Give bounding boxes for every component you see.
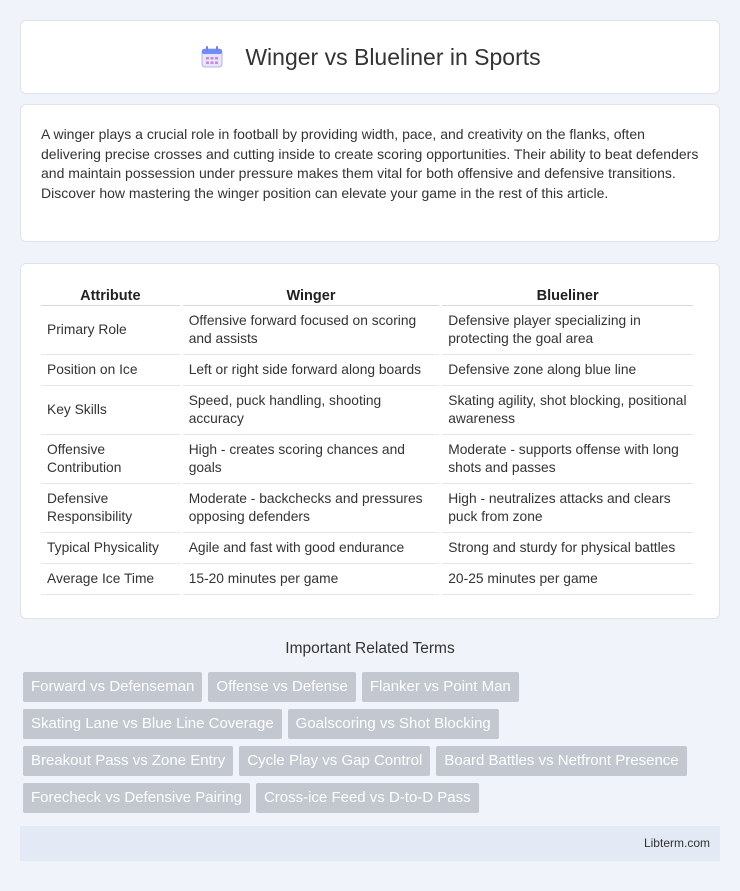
term-tag[interactable]: Skating Lane vs Blue Line Coverage xyxy=(23,709,282,739)
term-tag[interactable]: Forward vs Defenseman xyxy=(23,672,202,702)
table-cell: Speed, puck handling, shooting accuracy xyxy=(183,386,440,435)
column-header: Winger xyxy=(183,286,440,306)
table-cell: Agile and fast with good endurance xyxy=(183,533,440,564)
table-row xyxy=(41,564,693,595)
table-cell: High - creates scoring chances and goals xyxy=(183,435,440,484)
table-cell: 20-25 minutes per game xyxy=(442,564,693,595)
table-cell: Offensive forward focused on scoring and assists xyxy=(183,306,440,355)
table-cell: Defensive zone along blue line xyxy=(442,355,693,386)
comparison-table xyxy=(38,286,696,595)
intro-card xyxy=(20,104,720,242)
table-cell: Moderate - backchecks and pressures opposing defenders xyxy=(183,484,440,533)
table-row xyxy=(41,306,693,355)
related-terms xyxy=(23,672,723,820)
table-cell: Defensive Responsibility xyxy=(41,484,180,533)
calendar-icon xyxy=(199,44,225,70)
term-tag[interactable]: Breakout Pass vs Zone Entry xyxy=(23,746,233,776)
footer-link[interactable]: Libterm.com xyxy=(643,836,710,850)
term-row xyxy=(23,746,723,776)
table-cell: Average Ice Time xyxy=(41,564,180,595)
column-header: Blueliner xyxy=(442,286,693,306)
table-row xyxy=(41,435,693,484)
table-cell: Left or right side forward along boards xyxy=(183,355,440,386)
table-row xyxy=(41,355,693,386)
term-tag[interactable]: Cycle Play vs Gap Control xyxy=(239,746,430,776)
table-cell: Skating agility, shot blocking, positional awareness xyxy=(442,386,693,435)
footer xyxy=(20,826,720,861)
term-tag[interactable]: Forecheck vs Defensive Pairing xyxy=(23,783,250,813)
table-row xyxy=(41,533,693,564)
term-tag[interactable]: Cross-ice Feed vs D-to-D Pass xyxy=(256,783,479,813)
term-row xyxy=(23,783,723,813)
table-cell: Key Skills xyxy=(41,386,180,435)
table-cell: Offensive Contribution xyxy=(41,435,180,484)
intro-text: A winger plays a crucial role in football by providing width, pace, and creativity on the flanks, often delivering precise crosses and cutting inside to create scoring opportunities. Their ability to beat defenders and maintain possession under pressure makes them vital for both offensive and defensive transitions. Discover how mastering the winger position can elevate your game in the rest of this article. xyxy=(41,126,699,201)
table-cell: 15-20 minutes per game xyxy=(183,564,440,595)
term-row xyxy=(23,709,723,739)
table-row xyxy=(41,386,693,435)
table-header-row xyxy=(41,286,693,306)
related-terms-title: Important Related Terms xyxy=(285,640,455,657)
term-tag[interactable]: Board Battles vs Netfront Presence xyxy=(436,746,686,776)
header-card xyxy=(20,20,720,94)
table-cell: Typical Physicality xyxy=(41,533,180,564)
term-row xyxy=(23,672,723,702)
table-cell: Moderate - supports offense with long shots and passes xyxy=(442,435,693,484)
term-tag[interactable]: Goalscoring vs Shot Blocking xyxy=(288,709,499,739)
column-header: Attribute xyxy=(41,286,180,306)
table-cell: Defensive player specializing in protecting the goal area xyxy=(442,306,693,355)
table-cell: Position on Ice xyxy=(41,355,180,386)
term-tag[interactable]: Flanker vs Point Man xyxy=(362,672,519,702)
table-cell: Strong and sturdy for physical battles xyxy=(442,533,693,564)
comparison-table-card xyxy=(20,263,720,619)
table-cell: Primary Role xyxy=(41,306,180,355)
table-row xyxy=(41,484,693,533)
term-tag[interactable]: Offense vs Defense xyxy=(208,672,355,702)
table-cell: High - neutralizes attacks and clears puck from zone xyxy=(442,484,693,533)
page-title: Winger vs Blueliner in Sports xyxy=(245,43,541,70)
